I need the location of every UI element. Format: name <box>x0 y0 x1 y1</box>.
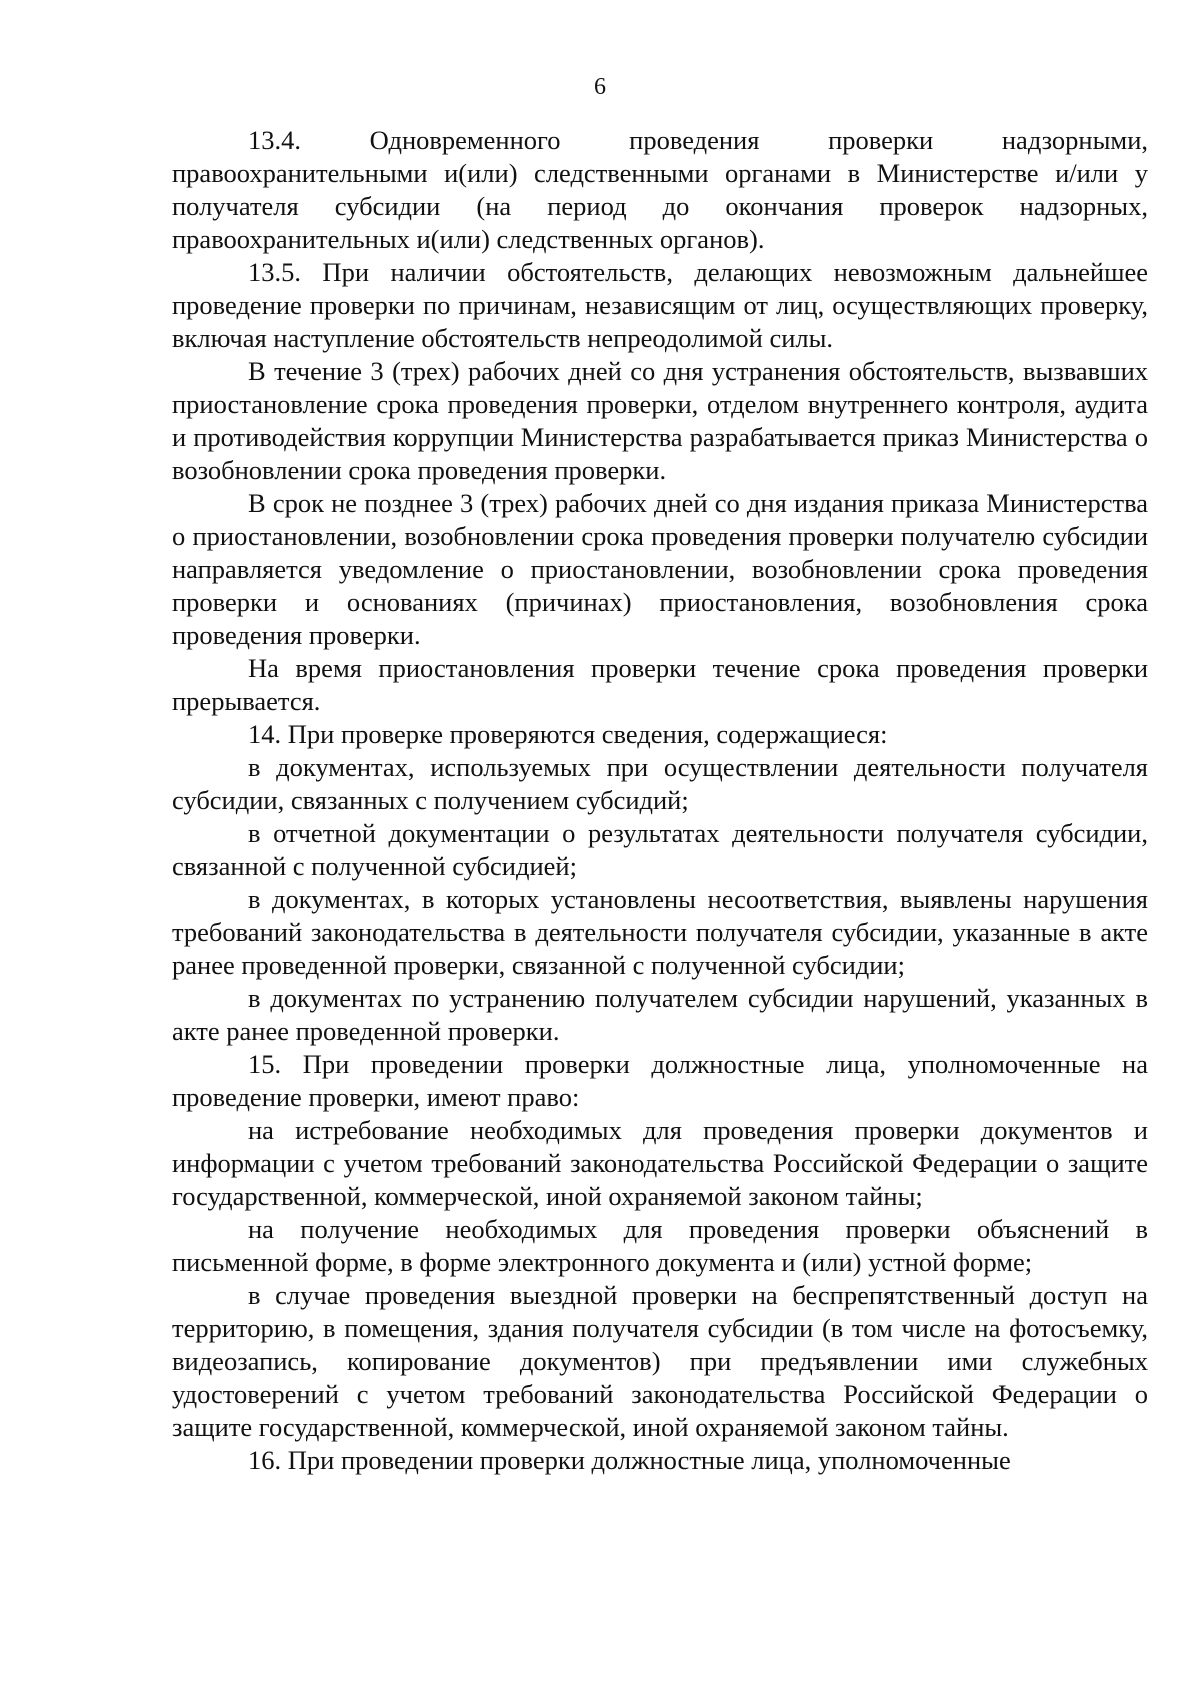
list-item-violations-documents: в документах, в которых установлены несоответствия, выявлены нарушения требований законодательства в деятельности получателя субсидии, указанные в акте ранее проведенной проверки, связанной с полученной субсидии; <box>172 884 1148 980</box>
document-body <box>172 124 1148 1477</box>
paragraph-resume-order: В течение 3 (трех) рабочих дней со дня устранения обстоятельств, вызвавших приостановление срока проведения проверки, отделом внутреннего контроля, аудита и противодействия коррупции Министерства разрабатывается приказ Министерства о возобновлении срока проведения проверки. <box>172 356 1148 485</box>
paragraph-notification: В срок не позднее 3 (трех) рабочих дней со дня издания приказа Министерства о приостановлении, возобновлении срока проведения проверки получателю субсидии направляется уведомление о приостановлении, возобновлении срока проведения проверки и основаниях (причинах) приостановления, возобновления срока проведения проверки. <box>172 488 1148 650</box>
paragraph-interruption: На время приостановления проверки течение срока проведения проверки прерывается. <box>172 653 1148 716</box>
paragraph-13-4: 13.4. Одновременного проведения проверки надзорными, правоохранительными и(или) следственными органами в Министерстве и/или у получателя субсидии (на период до окончания проверок надзорных, правоохранительных и(или) следственных органов). <box>172 125 1148 254</box>
list-item-request-documents: на истребование необходимых для проведения проверки документов и информации с учетом требований законодательства Российской Федерации о защите государственной, коммерческой, иной охраняемой законом тайны; <box>172 1115 1148 1211</box>
list-item-elimination-documents: в документах по устранению получателем субсидии нарушений, указанных в акте ранее проведенной проверки. <box>172 983 1148 1046</box>
paragraph-14: 14. При проверке проверяются сведения, содержащиеся: <box>248 719 888 749</box>
page-number: 6 <box>594 74 606 100</box>
list-item-explanations: на получение необходимых для проведения проверки объяснений в письменной форме, в форме электронного документа и (или) устной форме; <box>172 1214 1148 1277</box>
list-item-access: в случае проведения выездной проверки на беспрепятственный доступ на территорию, в помещения, здания получателя субсидии (в том числе на фотосъемку, видеозапись, копирование документов) при предъявлении ими служебных удостоверений с учетом требований законодательства Российской Федерации о защите государственной, коммерческой, иной охраняемой законом тайны. <box>172 1280 1148 1442</box>
list-item-reporting-documentation: в отчетной документации о результатах деятельности получателя субсидии, связанной с полученной субсидией; <box>172 818 1148 881</box>
paragraph-13-5: 13.5. При наличии обстоятельств, делающих невозможным дальнейшее проведение проверки по причинам, независящим от лиц, осуществляющих проверку, включая наступление обстоятельств непреодолимой силы. <box>172 257 1148 353</box>
list-item-documents-activity: в документах, используемых при осуществлении деятельности получателя субсидии, связанных с получением субсидий; <box>172 752 1148 815</box>
paragraph-15: 15. При проведении проверки должностные лица, уполномоченные на проведение проверки, имеют право: <box>172 1049 1148 1112</box>
paragraph-16: 16. При проведении проверки должностные лица, уполномоченные <box>248 1445 1011 1475</box>
